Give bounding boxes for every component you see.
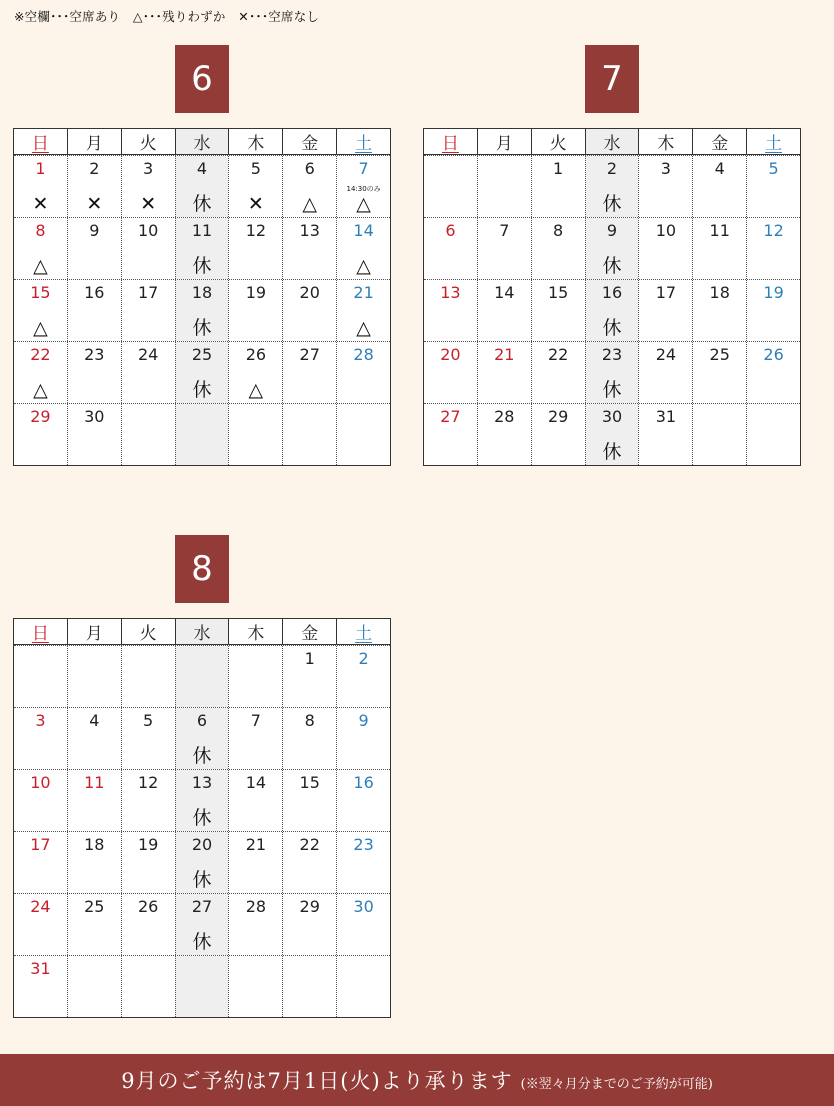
day-number: 15 bbox=[299, 773, 320, 792]
footer-banner bbox=[0, 1054, 834, 1106]
calendar-week-row bbox=[424, 155, 800, 217]
month-badge-june: 6 bbox=[175, 45, 229, 113]
weekday-label: 火 bbox=[121, 129, 175, 154]
calendar-day-cell[interactable] bbox=[746, 342, 800, 403]
weekday-header bbox=[14, 619, 390, 645]
day-number: 31 bbox=[655, 407, 677, 426]
day-number: 27 bbox=[299, 345, 320, 364]
day-number: 18 bbox=[709, 283, 730, 302]
day-number: 17 bbox=[655, 283, 677, 302]
few-seats-mark: △ bbox=[248, 379, 264, 401]
calendar-day-cell[interactable] bbox=[14, 894, 67, 955]
weekday-label: 木 bbox=[228, 129, 282, 154]
calendar-day-cell[interactable] bbox=[121, 894, 175, 955]
few-seats-mark: △ bbox=[356, 317, 371, 339]
full-mark: ✕ bbox=[32, 193, 49, 215]
calendar-day-cell[interactable] bbox=[121, 708, 175, 769]
day-number: 3 bbox=[660, 159, 671, 178]
day-number: 24 bbox=[30, 897, 51, 916]
calendar-day-cell[interactable] bbox=[336, 646, 390, 707]
day-number: 26 bbox=[245, 345, 267, 364]
closed-mark: 休 bbox=[602, 255, 622, 277]
closed-mark: 休 bbox=[192, 317, 212, 339]
day-number: 2 bbox=[606, 159, 618, 178]
calendar-day-cell[interactable] bbox=[336, 708, 390, 769]
day-number: 2 bbox=[89, 159, 100, 178]
calendar-day-cell[interactable] bbox=[336, 280, 390, 341]
calendar-week-row bbox=[14, 893, 390, 955]
calendar-day-cell[interactable] bbox=[14, 342, 67, 403]
day-number: 4 bbox=[89, 711, 100, 730]
calendar-day-cell[interactable] bbox=[477, 404, 531, 465]
weekday-label: 日 bbox=[31, 624, 49, 644]
day-number: 4 bbox=[714, 159, 725, 178]
calendar-day-cell bbox=[282, 956, 336, 1017]
calendar-day-cell[interactable] bbox=[175, 280, 229, 341]
calendar-day-cell[interactable] bbox=[638, 342, 692, 403]
few-seats-mark: △ bbox=[356, 255, 371, 277]
day-number: 13 bbox=[191, 773, 213, 792]
calendar-day-cell[interactable] bbox=[585, 280, 639, 341]
few-seats-mark: △ bbox=[33, 255, 48, 277]
calendar-day-cell bbox=[228, 956, 282, 1017]
day-number: 28 bbox=[245, 897, 267, 916]
day-number: 15 bbox=[547, 283, 569, 302]
calendar-day-cell[interactable] bbox=[14, 832, 67, 893]
calendar-day-cell[interactable] bbox=[14, 404, 67, 465]
full-mark: ✕ bbox=[247, 193, 264, 215]
day-number: 7 bbox=[499, 221, 510, 240]
day-number: 18 bbox=[84, 835, 105, 854]
calendar-day-cell[interactable] bbox=[282, 646, 336, 707]
day-number: 20 bbox=[299, 283, 320, 302]
calendar-day-cell bbox=[175, 404, 229, 465]
day-number: 1 bbox=[304, 649, 315, 668]
calendar-week-row bbox=[424, 217, 800, 279]
day-number: 21 bbox=[494, 345, 515, 364]
weekday-label: 土 bbox=[336, 129, 390, 154]
calendar-day-cell[interactable] bbox=[228, 156, 282, 217]
day-number: 31 bbox=[30, 959, 51, 978]
calendar-day-cell[interactable] bbox=[175, 832, 229, 893]
calendar-day-cell[interactable] bbox=[228, 770, 282, 831]
calendar-week-row bbox=[424, 341, 800, 403]
day-number: 9 bbox=[606, 221, 618, 240]
calendar-day-cell[interactable] bbox=[67, 218, 121, 279]
calendar-week-row bbox=[14, 831, 390, 893]
closed-mark: 休 bbox=[192, 745, 212, 767]
calendar-day-cell[interactable] bbox=[692, 280, 746, 341]
calendar-day-cell[interactable] bbox=[228, 708, 282, 769]
weekday-label: 土 bbox=[336, 619, 390, 644]
calendar-july bbox=[423, 128, 801, 466]
calendar-day-cell[interactable] bbox=[477, 342, 531, 403]
calendar-day-cell[interactable] bbox=[282, 280, 336, 341]
calendar-week-row bbox=[14, 707, 390, 769]
day-number: 27 bbox=[440, 407, 461, 426]
calendar-day-cell[interactable] bbox=[746, 156, 800, 217]
day-number: 16 bbox=[84, 283, 105, 302]
weekday-label: 火 bbox=[121, 619, 175, 644]
day-number: 30 bbox=[601, 407, 623, 426]
calendar-day-cell[interactable] bbox=[585, 342, 639, 403]
calendar-day-cell[interactable] bbox=[336, 770, 390, 831]
day-number: 13 bbox=[440, 283, 461, 302]
calendar-day-cell bbox=[121, 956, 175, 1017]
weekday-label: 水 bbox=[585, 129, 639, 154]
day-number: 30 bbox=[84, 407, 105, 426]
calendar-day-cell[interactable] bbox=[531, 280, 585, 341]
calendar-day-cell[interactable] bbox=[336, 342, 390, 403]
weekday-label: 土 bbox=[746, 129, 800, 154]
calendar-day-cell[interactable] bbox=[67, 708, 121, 769]
calendar-week-row bbox=[14, 155, 390, 217]
day-number: 11 bbox=[709, 221, 730, 240]
footer-main-text: 9月のご予約は7月1日(火)より承ります bbox=[121, 1069, 513, 1093]
calendar-day-cell[interactable] bbox=[531, 404, 585, 465]
weekday-label: 月 bbox=[67, 619, 121, 644]
calendar-day-cell[interactable] bbox=[585, 156, 639, 217]
calendar-day-cell[interactable] bbox=[121, 832, 175, 893]
day-number: 25 bbox=[709, 345, 730, 364]
calendar-day-cell[interactable] bbox=[14, 770, 67, 831]
calendar-day-cell bbox=[14, 646, 67, 707]
day-number: 30 bbox=[353, 897, 374, 916]
calendar-day-cell[interactable] bbox=[746, 218, 800, 279]
day-number: 25 bbox=[191, 345, 213, 364]
calendar-day-cell[interactable] bbox=[67, 832, 121, 893]
legend-text: ※空欄･･･空席あり △･･･残りわずか ✕･･･空席なし bbox=[14, 9, 320, 24]
calendar-day-cell[interactable] bbox=[692, 156, 746, 217]
weekday-label: 金 bbox=[282, 619, 336, 644]
calendar-day-cell[interactable] bbox=[14, 708, 67, 769]
weekday-label: 月 bbox=[67, 129, 121, 154]
day-number: 3 bbox=[35, 711, 46, 730]
full-mark: ✕ bbox=[140, 193, 157, 215]
calendar-day-cell bbox=[282, 404, 336, 465]
calendar-week-row bbox=[14, 403, 390, 465]
closed-mark: 休 bbox=[192, 193, 212, 215]
day-number: 14 bbox=[245, 773, 267, 792]
day-number: 28 bbox=[353, 345, 374, 364]
calendar-week-row bbox=[14, 341, 390, 403]
day-number: 5 bbox=[143, 711, 154, 730]
calendar-day-cell bbox=[121, 646, 175, 707]
calendar-day-cell bbox=[67, 646, 121, 707]
calendar-day-cell[interactable] bbox=[638, 156, 692, 217]
calendar-day-cell[interactable] bbox=[477, 218, 531, 279]
calendar-day-cell bbox=[336, 956, 390, 1017]
calendar-day-cell[interactable] bbox=[14, 218, 67, 279]
calendar-day-cell[interactable] bbox=[282, 832, 336, 893]
day-number: 14 bbox=[494, 283, 515, 302]
calendar-day-cell[interactable] bbox=[746, 280, 800, 341]
calendar-day-cell[interactable] bbox=[228, 280, 282, 341]
day-number: 10 bbox=[655, 221, 677, 240]
day-number: 16 bbox=[601, 283, 623, 302]
weekday-label: 金 bbox=[282, 129, 336, 154]
calendar-day-cell[interactable] bbox=[14, 156, 67, 217]
calendar-day-cell bbox=[228, 646, 282, 707]
calendar-day-cell[interactable] bbox=[14, 280, 67, 341]
day-number: 26 bbox=[137, 897, 159, 916]
day-number: 12 bbox=[137, 773, 159, 792]
calendar-day-cell[interactable] bbox=[67, 404, 121, 465]
calendar-day-cell[interactable] bbox=[424, 280, 477, 341]
calendar-day-cell[interactable] bbox=[638, 280, 692, 341]
calendar-day-cell[interactable] bbox=[121, 280, 175, 341]
calendar-day-cell[interactable] bbox=[121, 156, 175, 217]
calendar-week-row bbox=[14, 769, 390, 831]
weekday-label: 火 bbox=[531, 129, 585, 154]
day-number: 12 bbox=[245, 221, 267, 240]
day-number: 20 bbox=[191, 835, 213, 854]
day-number: 6 bbox=[304, 159, 315, 178]
calendar-day-cell[interactable] bbox=[14, 956, 67, 1017]
weekday-label: 金 bbox=[692, 129, 746, 154]
few-seats-mark: △ bbox=[33, 317, 48, 339]
calendar-day-cell[interactable] bbox=[228, 832, 282, 893]
closed-mark: 休 bbox=[192, 807, 212, 829]
day-number: 29 bbox=[30, 407, 51, 426]
day-number: 17 bbox=[30, 835, 51, 854]
calendar-day-cell[interactable] bbox=[175, 218, 229, 279]
calendar-day-cell[interactable] bbox=[692, 342, 746, 403]
closed-mark: 休 bbox=[602, 193, 622, 215]
calendar-day-cell bbox=[121, 404, 175, 465]
calendar-day-cell[interactable] bbox=[531, 218, 585, 279]
calendar-day-cell[interactable] bbox=[67, 342, 121, 403]
calendar-week-row bbox=[14, 645, 390, 707]
calendar-day-cell[interactable] bbox=[228, 218, 282, 279]
calendar-day-cell[interactable] bbox=[531, 156, 585, 217]
calendar-day-cell[interactable] bbox=[175, 770, 229, 831]
footer-sub-text: (※翌々月分までのご予約が可能) bbox=[520, 1076, 713, 1092]
weekday-header bbox=[424, 129, 800, 155]
closed-mark: 休 bbox=[602, 379, 622, 401]
calendar-day-cell[interactable] bbox=[175, 156, 229, 217]
calendar-day-cell[interactable] bbox=[282, 218, 336, 279]
few-seats-mark: △ bbox=[33, 379, 48, 401]
calendar-day-cell[interactable] bbox=[638, 218, 692, 279]
full-mark: ✕ bbox=[86, 193, 103, 215]
calendar-day-cell bbox=[228, 404, 282, 465]
weekday-label: 月 bbox=[477, 129, 531, 154]
day-number: 2 bbox=[358, 649, 369, 668]
day-number: 9 bbox=[89, 221, 100, 240]
day-number: 6 bbox=[196, 711, 208, 730]
day-number: 23 bbox=[84, 345, 105, 364]
day-number: 3 bbox=[143, 159, 154, 178]
calendar-day-cell bbox=[424, 156, 477, 217]
day-number: 19 bbox=[245, 283, 267, 302]
calendar-day-cell[interactable] bbox=[336, 156, 390, 217]
weekday-label: 水 bbox=[175, 619, 229, 644]
calendar-day-cell[interactable] bbox=[336, 218, 390, 279]
month-badge-august: 8 bbox=[175, 535, 229, 603]
day-note: 14:30のみ bbox=[346, 185, 381, 193]
day-number: 19 bbox=[763, 283, 784, 302]
weekday-label: 木 bbox=[228, 619, 282, 644]
weekday-label: 日 bbox=[441, 134, 459, 154]
few-seats-mark: △ bbox=[302, 193, 318, 215]
day-number: 5 bbox=[250, 159, 261, 178]
day-number: 8 bbox=[35, 221, 46, 240]
calendar-day-cell[interactable] bbox=[477, 280, 531, 341]
calendar-day-cell[interactable] bbox=[336, 894, 390, 955]
calendar-day-cell[interactable] bbox=[121, 218, 175, 279]
calendar-day-cell[interactable] bbox=[585, 404, 639, 465]
day-number: 10 bbox=[30, 773, 51, 792]
day-number: 8 bbox=[553, 221, 564, 240]
calendar-week-row bbox=[14, 217, 390, 279]
calendar-day-cell bbox=[67, 956, 121, 1017]
calendar-week-row bbox=[14, 955, 390, 1017]
day-number: 23 bbox=[353, 835, 374, 854]
calendar-day-cell[interactable] bbox=[692, 218, 746, 279]
day-number: 5 bbox=[768, 159, 779, 178]
calendar-day-cell[interactable] bbox=[282, 708, 336, 769]
weekday-label: 木 bbox=[638, 129, 692, 154]
day-number: 13 bbox=[299, 221, 320, 240]
calendar-day-cell bbox=[477, 156, 531, 217]
calendar-day-cell[interactable] bbox=[282, 342, 336, 403]
day-number: 29 bbox=[299, 897, 320, 916]
day-number: 25 bbox=[84, 897, 105, 916]
calendar-day-cell[interactable] bbox=[121, 342, 175, 403]
day-number: 11 bbox=[84, 773, 105, 792]
calendar-day-cell[interactable] bbox=[585, 218, 639, 279]
day-number: 23 bbox=[601, 345, 623, 364]
day-number: 6 bbox=[445, 221, 456, 240]
calendar-day-cell[interactable] bbox=[121, 770, 175, 831]
day-number: 1 bbox=[553, 159, 564, 178]
calendar-day-cell[interactable] bbox=[282, 894, 336, 955]
day-number: 21 bbox=[353, 283, 374, 302]
closed-mark: 休 bbox=[192, 931, 212, 953]
calendar-day-cell[interactable] bbox=[175, 342, 229, 403]
day-number: 8 bbox=[304, 711, 315, 730]
day-number: 22 bbox=[299, 835, 320, 854]
calendar-day-cell bbox=[175, 956, 229, 1017]
calendar-day-cell[interactable] bbox=[282, 156, 336, 217]
calendar-day-cell[interactable] bbox=[336, 832, 390, 893]
calendar-day-cell[interactable] bbox=[424, 218, 477, 279]
day-number: 7 bbox=[358, 159, 369, 178]
day-number: 10 bbox=[137, 221, 159, 240]
calendar-day-cell[interactable] bbox=[228, 894, 282, 955]
day-number: 15 bbox=[30, 283, 51, 302]
day-number: 4 bbox=[196, 159, 208, 178]
calendar-day-cell[interactable] bbox=[531, 342, 585, 403]
day-number: 18 bbox=[191, 283, 213, 302]
day-number: 22 bbox=[30, 345, 51, 364]
calendar-day-cell[interactable] bbox=[67, 156, 121, 217]
calendar-day-cell[interactable] bbox=[424, 404, 477, 465]
calendar-week-row bbox=[14, 279, 390, 341]
day-number: 19 bbox=[137, 835, 159, 854]
weekday-header bbox=[14, 129, 390, 155]
day-number: 27 bbox=[191, 897, 213, 916]
weekday-label: 日 bbox=[31, 134, 49, 154]
weekday-label: 水 bbox=[175, 129, 229, 154]
day-number: 12 bbox=[763, 221, 784, 240]
calendar-day-cell bbox=[746, 404, 800, 465]
closed-mark: 休 bbox=[192, 379, 212, 401]
calendar-day-cell[interactable] bbox=[67, 894, 121, 955]
calendar-day-cell[interactable] bbox=[282, 770, 336, 831]
calendar-day-cell[interactable] bbox=[175, 708, 229, 769]
day-number: 16 bbox=[353, 773, 374, 792]
day-number: 9 bbox=[358, 711, 369, 730]
calendar-day-cell[interactable] bbox=[67, 280, 121, 341]
calendar-day-cell[interactable] bbox=[67, 770, 121, 831]
day-number: 7 bbox=[250, 711, 261, 730]
calendar-day-cell[interactable] bbox=[175, 894, 229, 955]
calendar-day-cell bbox=[336, 404, 390, 465]
day-number: 24 bbox=[137, 345, 159, 364]
closed-mark: 休 bbox=[192, 255, 212, 277]
few-seats-mark: △ bbox=[356, 193, 371, 215]
day-number: 11 bbox=[191, 221, 213, 240]
day-number: 24 bbox=[655, 345, 677, 364]
month-badge-july: 7 bbox=[585, 45, 639, 113]
closed-mark: 休 bbox=[602, 441, 622, 463]
calendar-week-row bbox=[424, 279, 800, 341]
calendar-day-cell bbox=[692, 404, 746, 465]
calendar-august bbox=[13, 618, 391, 1018]
calendar-june bbox=[13, 128, 391, 466]
day-number: 22 bbox=[547, 345, 569, 364]
calendar-day-cell[interactable] bbox=[638, 404, 692, 465]
day-number: 14 bbox=[353, 221, 374, 240]
day-number: 20 bbox=[440, 345, 461, 364]
day-number: 29 bbox=[547, 407, 569, 426]
closed-mark: 休 bbox=[192, 869, 212, 891]
calendar-day-cell[interactable] bbox=[424, 342, 477, 403]
day-number: 26 bbox=[763, 345, 784, 364]
closed-mark: 休 bbox=[602, 317, 622, 339]
day-number: 21 bbox=[245, 835, 267, 854]
day-number: 1 bbox=[35, 159, 46, 178]
calendar-day-cell bbox=[175, 646, 229, 707]
day-number: 17 bbox=[137, 283, 159, 302]
calendar-day-cell[interactable] bbox=[228, 342, 282, 403]
day-number: 28 bbox=[494, 407, 515, 426]
calendar-week-row bbox=[424, 403, 800, 465]
